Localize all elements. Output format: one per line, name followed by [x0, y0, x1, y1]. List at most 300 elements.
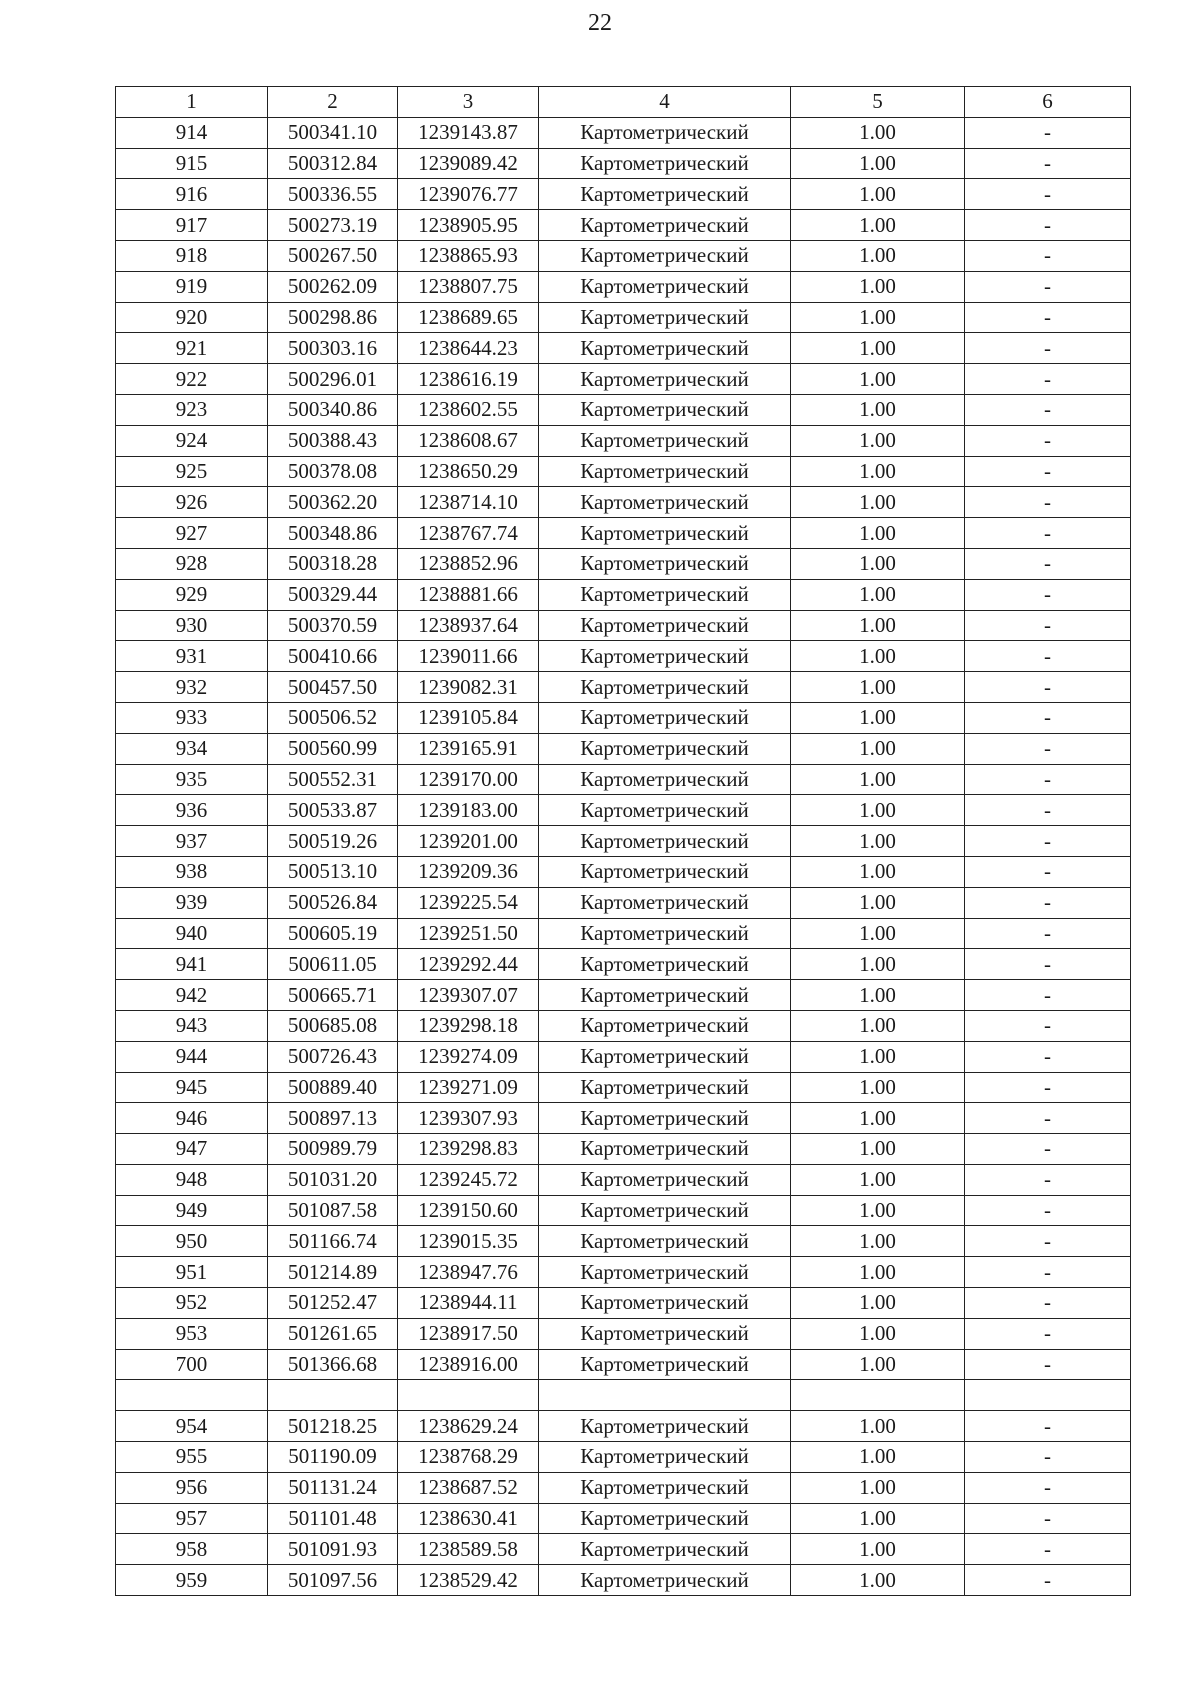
method-cell: Картометрический — [539, 1318, 791, 1349]
table-row — [116, 641, 1131, 672]
accuracy-cell: 1.00 — [791, 179, 965, 210]
x-coordinate-cell — [268, 1380, 398, 1411]
accuracy-cell — [791, 1380, 965, 1411]
coordinates-table — [115, 86, 1131, 1596]
description-cell: - — [965, 1195, 1131, 1226]
point-number-cell: 933 — [116, 702, 268, 733]
accuracy-cell: 1.00 — [791, 826, 965, 857]
table-row — [116, 887, 1131, 918]
y-coordinate-cell: 1238589.58 — [398, 1534, 539, 1565]
point-number-cell: 939 — [116, 887, 268, 918]
accuracy-cell: 1.00 — [791, 1226, 965, 1257]
accuracy-cell: 1.00 — [791, 487, 965, 518]
table-row — [116, 918, 1131, 949]
method-cell: Картометрический — [539, 1134, 791, 1165]
y-coordinate-cell: 1239170.00 — [398, 764, 539, 795]
table-row — [116, 487, 1131, 518]
point-number-cell: 936 — [116, 795, 268, 826]
table-row — [116, 949, 1131, 980]
description-cell: - — [965, 302, 1131, 333]
y-coordinate-cell: 1238629.24 — [398, 1411, 539, 1442]
table-row — [116, 333, 1131, 364]
description-cell: - — [965, 487, 1131, 518]
method-cell: Картометрический — [539, 1072, 791, 1103]
description-cell: - — [965, 1472, 1131, 1503]
x-coordinate-cell: 501131.24 — [268, 1472, 398, 1503]
accuracy-cell: 1.00 — [791, 456, 965, 487]
y-coordinate-cell: 1239150.60 — [398, 1195, 539, 1226]
description-cell: - — [965, 1288, 1131, 1319]
page-number: 22 — [588, 10, 612, 36]
point-number-cell: 940 — [116, 918, 268, 949]
y-coordinate-cell: 1239201.00 — [398, 826, 539, 857]
y-coordinate-cell: 1239089.42 — [398, 148, 539, 179]
point-number-cell — [116, 1380, 268, 1411]
table-row — [116, 826, 1131, 857]
table-row — [116, 548, 1131, 579]
point-number-cell: 949 — [116, 1195, 268, 1226]
x-coordinate-cell: 501166.74 — [268, 1226, 398, 1257]
description-cell: - — [965, 210, 1131, 241]
x-coordinate-cell: 500410.66 — [268, 641, 398, 672]
accuracy-cell: 1.00 — [791, 610, 965, 641]
accuracy-cell: 1.00 — [791, 548, 965, 579]
y-coordinate-cell: 1238714.10 — [398, 487, 539, 518]
description-cell: - — [965, 518, 1131, 549]
point-number-cell: 957 — [116, 1503, 268, 1534]
y-coordinate-cell: 1238944.11 — [398, 1288, 539, 1319]
method-cell: Картометрический — [539, 826, 791, 857]
x-coordinate-cell: 500298.86 — [268, 302, 398, 333]
point-number-cell: 941 — [116, 949, 268, 980]
x-coordinate-cell: 500273.19 — [268, 210, 398, 241]
method-cell: Картометрический — [539, 1349, 791, 1380]
point-number-cell: 942 — [116, 980, 268, 1011]
method-cell: Картометрический — [539, 1411, 791, 1442]
accuracy-cell: 1.00 — [791, 148, 965, 179]
point-number-cell: 920 — [116, 302, 268, 333]
point-number-cell: 928 — [116, 548, 268, 579]
accuracy-cell: 1.00 — [791, 518, 965, 549]
point-number-cell: 945 — [116, 1072, 268, 1103]
method-cell: Картометрический — [539, 610, 791, 641]
point-number-cell: 919 — [116, 271, 268, 302]
table-row — [116, 702, 1131, 733]
accuracy-cell: 1.00 — [791, 764, 965, 795]
method-cell: Картометрический — [539, 1103, 791, 1134]
point-number-cell: 959 — [116, 1565, 268, 1596]
method-cell: Картометрический — [539, 641, 791, 672]
table-row — [116, 1041, 1131, 1072]
accuracy-cell: 1.00 — [791, 117, 965, 148]
accuracy-cell: 1.00 — [791, 425, 965, 456]
table-row — [116, 240, 1131, 271]
x-coordinate-cell: 500340.86 — [268, 394, 398, 425]
table-body — [116, 87, 1131, 1596]
header-cell-y-coordinate: 3 — [398, 87, 539, 118]
description-cell: - — [965, 179, 1131, 210]
point-number-cell: 925 — [116, 456, 268, 487]
table-row — [116, 764, 1131, 795]
point-number-cell: 914 — [116, 117, 268, 148]
method-cell: Картометрический — [539, 240, 791, 271]
accuracy-cell: 1.00 — [791, 271, 965, 302]
description-cell: - — [965, 271, 1131, 302]
x-coordinate-cell: 500318.28 — [268, 548, 398, 579]
y-coordinate-cell: 1238529.42 — [398, 1565, 539, 1596]
y-coordinate-cell: 1238865.93 — [398, 240, 539, 271]
accuracy-cell: 1.00 — [791, 641, 965, 672]
accuracy-cell: 1.00 — [791, 1103, 965, 1134]
point-number-cell: 937 — [116, 826, 268, 857]
y-coordinate-cell: 1239183.00 — [398, 795, 539, 826]
accuracy-cell: 1.00 — [791, 333, 965, 364]
header-cell-x-coordinate: 2 — [268, 87, 398, 118]
point-number-cell: 932 — [116, 672, 268, 703]
description-cell: - — [965, 579, 1131, 610]
table-row — [116, 1103, 1131, 1134]
table-row — [116, 672, 1131, 703]
y-coordinate-cell: 1238807.75 — [398, 271, 539, 302]
x-coordinate-cell: 501190.09 — [268, 1442, 398, 1473]
table-row — [116, 1565, 1131, 1596]
method-cell: Картометрический — [539, 364, 791, 395]
y-coordinate-cell: 1239015.35 — [398, 1226, 539, 1257]
method-cell: Картометрический — [539, 1472, 791, 1503]
description-cell: - — [965, 887, 1131, 918]
point-number-cell: 953 — [116, 1318, 268, 1349]
point-number-cell: 916 — [116, 179, 268, 210]
description-cell: - — [965, 1503, 1131, 1534]
x-coordinate-cell: 500329.44 — [268, 579, 398, 610]
description-cell: - — [965, 702, 1131, 733]
description-cell: - — [965, 1072, 1131, 1103]
point-number-cell: 951 — [116, 1257, 268, 1288]
point-number-cell: 930 — [116, 610, 268, 641]
method-cell: Картометрический — [539, 548, 791, 579]
y-coordinate-cell: 1238768.29 — [398, 1442, 539, 1473]
table-row — [116, 1288, 1131, 1319]
description-cell: - — [965, 1257, 1131, 1288]
accuracy-cell: 1.00 — [791, 579, 965, 610]
point-number-cell: 952 — [116, 1288, 268, 1319]
method-cell: Картометрический — [539, 579, 791, 610]
method-cell: Картометрический — [539, 918, 791, 949]
y-coordinate-cell: 1238687.52 — [398, 1472, 539, 1503]
point-number-cell: 924 — [116, 425, 268, 456]
accuracy-cell: 1.00 — [791, 1288, 965, 1319]
header-cell-description: 6 — [965, 87, 1131, 118]
accuracy-cell: 1.00 — [791, 795, 965, 826]
method-cell: Картометрический — [539, 117, 791, 148]
point-number-cell: 931 — [116, 641, 268, 672]
table-row — [116, 1318, 1131, 1349]
x-coordinate-cell: 501087.58 — [268, 1195, 398, 1226]
description-cell: - — [965, 117, 1131, 148]
y-coordinate-cell: 1239209.36 — [398, 856, 539, 887]
table-row — [116, 364, 1131, 395]
y-coordinate-cell: 1239082.31 — [398, 672, 539, 703]
description-cell: - — [965, 733, 1131, 764]
x-coordinate-cell: 500336.55 — [268, 179, 398, 210]
method-cell: Картометрический — [539, 980, 791, 1011]
accuracy-cell: 1.00 — [791, 1442, 965, 1473]
point-number-cell: 955 — [116, 1442, 268, 1473]
y-coordinate-cell: 1239105.84 — [398, 702, 539, 733]
table-row — [116, 1164, 1131, 1195]
y-coordinate-cell: 1239298.83 — [398, 1134, 539, 1165]
description-cell: - — [965, 764, 1131, 795]
y-coordinate-cell: 1238630.41 — [398, 1503, 539, 1534]
description-cell: - — [965, 826, 1131, 857]
header-cell-method: 4 — [539, 87, 791, 118]
description-cell: - — [965, 856, 1131, 887]
x-coordinate-cell: 500296.01 — [268, 364, 398, 395]
table-row — [116, 579, 1131, 610]
x-coordinate-cell: 501031.20 — [268, 1164, 398, 1195]
point-number-cell: 943 — [116, 1010, 268, 1041]
description-cell: - — [965, 240, 1131, 271]
y-coordinate-cell: 1238689.65 — [398, 302, 539, 333]
y-coordinate-cell: 1238644.23 — [398, 333, 539, 364]
accuracy-cell: 1.00 — [791, 1349, 965, 1380]
point-number-cell: 954 — [116, 1411, 268, 1442]
accuracy-cell: 1.00 — [791, 1010, 965, 1041]
method-cell: Картометрический — [539, 333, 791, 364]
method-cell: Картометрический — [539, 764, 791, 795]
description-cell: - — [965, 672, 1131, 703]
y-coordinate-cell: 1239143.87 — [398, 117, 539, 148]
y-coordinate-cell: 1238852.96 — [398, 548, 539, 579]
table-row — [116, 179, 1131, 210]
x-coordinate-cell: 500526.84 — [268, 887, 398, 918]
accuracy-cell: 1.00 — [791, 1134, 965, 1165]
table-row — [116, 1472, 1131, 1503]
point-number-cell: 958 — [116, 1534, 268, 1565]
accuracy-cell: 1.00 — [791, 887, 965, 918]
x-coordinate-cell: 500665.71 — [268, 980, 398, 1011]
x-coordinate-cell: 500513.10 — [268, 856, 398, 887]
description-cell: - — [965, 333, 1131, 364]
table-row — [116, 610, 1131, 641]
table-row — [116, 518, 1131, 549]
table-row — [116, 1226, 1131, 1257]
description-cell: - — [965, 548, 1131, 579]
y-coordinate-cell: 1238608.67 — [398, 425, 539, 456]
header-cell-point-number: 1 — [116, 87, 268, 118]
table-row — [116, 980, 1131, 1011]
accuracy-cell: 1.00 — [791, 733, 965, 764]
accuracy-cell: 1.00 — [791, 1472, 965, 1503]
accuracy-cell: 1.00 — [791, 210, 965, 241]
table-row — [116, 795, 1131, 826]
description-cell: - — [965, 949, 1131, 980]
x-coordinate-cell: 501101.48 — [268, 1503, 398, 1534]
x-coordinate-cell: 501366.68 — [268, 1349, 398, 1380]
y-coordinate-cell: 1238650.29 — [398, 456, 539, 487]
y-coordinate-cell: 1239251.50 — [398, 918, 539, 949]
method-cell: Картометрический — [539, 949, 791, 980]
y-coordinate-cell: 1239011.66 — [398, 641, 539, 672]
method-cell: Картометрический — [539, 1565, 791, 1596]
x-coordinate-cell: 500341.10 — [268, 117, 398, 148]
accuracy-cell: 1.00 — [791, 702, 965, 733]
accuracy-cell: 1.00 — [791, 1257, 965, 1288]
x-coordinate-cell: 500457.50 — [268, 672, 398, 703]
method-cell: Картометрический — [539, 1226, 791, 1257]
point-number-cell: 938 — [116, 856, 268, 887]
x-coordinate-cell: 500533.87 — [268, 795, 398, 826]
x-coordinate-cell: 500378.08 — [268, 456, 398, 487]
x-coordinate-cell: 500726.43 — [268, 1041, 398, 1072]
method-cell: Картометрический — [539, 456, 791, 487]
y-coordinate-cell: 1238937.64 — [398, 610, 539, 641]
description-cell: - — [965, 1534, 1131, 1565]
table-row — [116, 302, 1131, 333]
description-cell: - — [965, 425, 1131, 456]
x-coordinate-cell: 500519.26 — [268, 826, 398, 857]
method-cell: Картометрический — [539, 1010, 791, 1041]
method-cell: Картометрический — [539, 1041, 791, 1072]
table-row — [116, 117, 1131, 148]
point-number-cell: 944 — [116, 1041, 268, 1072]
table-row — [116, 1380, 1131, 1411]
table-row — [116, 210, 1131, 241]
y-coordinate-cell: 1239245.72 — [398, 1164, 539, 1195]
method-cell: Картометрический — [539, 1503, 791, 1534]
x-coordinate-cell: 500989.79 — [268, 1134, 398, 1165]
y-coordinate-cell: 1239076.77 — [398, 179, 539, 210]
method-cell: Картометрический — [539, 148, 791, 179]
table-row — [116, 1072, 1131, 1103]
point-number-cell: 918 — [116, 240, 268, 271]
description-cell: - — [965, 1565, 1131, 1596]
point-number-cell: 946 — [116, 1103, 268, 1134]
y-coordinate-cell: 1238602.55 — [398, 394, 539, 425]
accuracy-cell: 1.00 — [791, 856, 965, 887]
accuracy-cell: 1.00 — [791, 1164, 965, 1195]
description-cell: - — [965, 1442, 1131, 1473]
x-coordinate-cell: 500262.09 — [268, 271, 398, 302]
x-coordinate-cell: 500506.52 — [268, 702, 398, 733]
description-cell: - — [965, 1164, 1131, 1195]
point-number-cell: 921 — [116, 333, 268, 364]
point-number-cell: 934 — [116, 733, 268, 764]
y-coordinate-cell: 1238947.76 — [398, 1257, 539, 1288]
point-number-cell: 915 — [116, 148, 268, 179]
x-coordinate-cell: 500303.16 — [268, 333, 398, 364]
table-row — [116, 1010, 1131, 1041]
table-row — [116, 1134, 1131, 1165]
y-coordinate-cell: 1238616.19 — [398, 364, 539, 395]
accuracy-cell: 1.00 — [791, 302, 965, 333]
y-coordinate-cell: 1238916.00 — [398, 1349, 539, 1380]
method-cell: Картометрический — [539, 302, 791, 333]
y-coordinate-cell: 1239298.18 — [398, 1010, 539, 1041]
header-cell-accuracy: 5 — [791, 87, 965, 118]
method-cell: Картометрический — [539, 271, 791, 302]
description-cell: - — [965, 918, 1131, 949]
accuracy-cell: 1.00 — [791, 1072, 965, 1103]
point-number-cell: 929 — [116, 579, 268, 610]
y-coordinate-cell: 1239165.91 — [398, 733, 539, 764]
table-row — [116, 1411, 1131, 1442]
description-cell: - — [965, 1103, 1131, 1134]
description-cell: - — [965, 1411, 1131, 1442]
x-coordinate-cell: 500348.86 — [268, 518, 398, 549]
table-row — [116, 1503, 1131, 1534]
x-coordinate-cell: 500889.40 — [268, 1072, 398, 1103]
x-coordinate-cell: 500312.84 — [268, 148, 398, 179]
accuracy-cell: 1.00 — [791, 240, 965, 271]
description-cell: - — [965, 1318, 1131, 1349]
table-row — [116, 733, 1131, 764]
method-cell: Картометрический — [539, 795, 791, 826]
y-coordinate-cell: 1239292.44 — [398, 949, 539, 980]
point-number-cell: 956 — [116, 1472, 268, 1503]
x-coordinate-cell: 500552.31 — [268, 764, 398, 795]
x-coordinate-cell: 501097.56 — [268, 1565, 398, 1596]
description-cell: - — [965, 456, 1131, 487]
point-number-cell: 926 — [116, 487, 268, 518]
point-number-cell: 922 — [116, 364, 268, 395]
point-number-cell: 950 — [116, 1226, 268, 1257]
table-row — [116, 271, 1131, 302]
point-number-cell: 927 — [116, 518, 268, 549]
description-cell: - — [965, 1349, 1131, 1380]
method-cell: Картометрический — [539, 425, 791, 456]
x-coordinate-cell: 501218.25 — [268, 1411, 398, 1442]
accuracy-cell: 1.00 — [791, 1195, 965, 1226]
table-row — [116, 456, 1131, 487]
method-cell: Картометрический — [539, 856, 791, 887]
table-row — [116, 1195, 1131, 1226]
description-cell — [965, 1380, 1131, 1411]
description-cell: - — [965, 364, 1131, 395]
point-number-cell: 948 — [116, 1164, 268, 1195]
point-number-cell: 935 — [116, 764, 268, 795]
description-cell: - — [965, 795, 1131, 826]
method-cell: Картометрический — [539, 1195, 791, 1226]
accuracy-cell: 1.00 — [791, 364, 965, 395]
y-coordinate-cell: 1238905.95 — [398, 210, 539, 241]
x-coordinate-cell: 501214.89 — [268, 1257, 398, 1288]
x-coordinate-cell: 500560.99 — [268, 733, 398, 764]
x-coordinate-cell: 500897.13 — [268, 1103, 398, 1134]
accuracy-cell: 1.00 — [791, 1411, 965, 1442]
table-row — [116, 856, 1131, 887]
method-cell: Картометрический — [539, 179, 791, 210]
description-cell: - — [965, 148, 1131, 179]
method-cell: Картометрический — [539, 394, 791, 425]
x-coordinate-cell: 501252.47 — [268, 1288, 398, 1319]
description-cell: - — [965, 1010, 1131, 1041]
description-cell: - — [965, 1134, 1131, 1165]
accuracy-cell: 1.00 — [791, 1041, 965, 1072]
accuracy-cell: 1.00 — [791, 949, 965, 980]
table-row — [116, 1534, 1131, 1565]
method-cell: Картометрический — [539, 672, 791, 703]
point-number-cell: 923 — [116, 394, 268, 425]
y-coordinate-cell: 1239271.09 — [398, 1072, 539, 1103]
x-coordinate-cell: 500370.59 — [268, 610, 398, 641]
method-cell: Картометрический — [539, 1534, 791, 1565]
x-coordinate-cell: 501261.65 — [268, 1318, 398, 1349]
point-number-cell: 947 — [116, 1134, 268, 1165]
accuracy-cell: 1.00 — [791, 1565, 965, 1596]
description-cell: - — [965, 1041, 1131, 1072]
description-cell: - — [965, 394, 1131, 425]
